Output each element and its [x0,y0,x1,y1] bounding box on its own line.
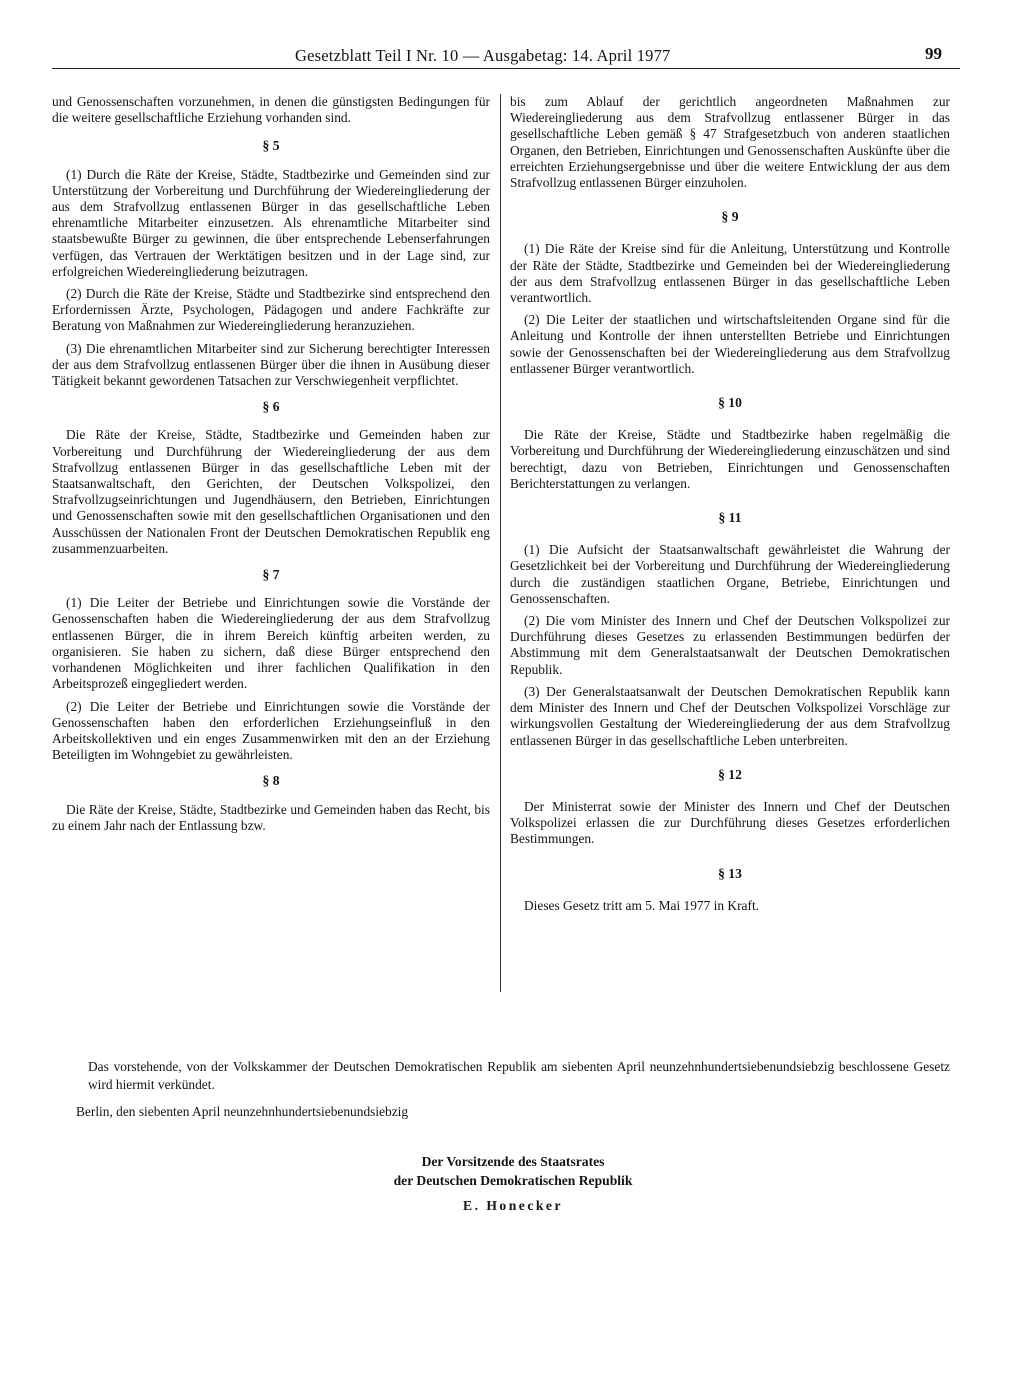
section-heading-9: § 9 [721,209,739,225]
section-heading-11: § 11 [718,510,742,526]
paragraph: (2) Die Leiter der staatlichen und wirtschaftsleitenden Organe sind für die Anleitung und Kontrolle der ihnen unterstellten Betriebe und Einrichtungen sowie der Genossenschaften bei der Wiedereingliederung aus dem Strafvollzug entlassener Bürger verantwortlich. [510,312,950,376]
paragraph: (2) Durch die Räte der Kreise, Städte und Stadtbezirke sind entsprechend den Erfordernissen Ärzte, Psychologen, Pädagogen und andere Fachkräfte zur Beratung von Maßnahmen zur Wiedereingliederung heranzuziehen. [52,286,490,334]
header-rule [52,68,960,69]
paragraph: (1) Durch die Räte der Kreise, Städte, Stadtbezirke und Gemeinden sind zur Unterstützung der Vorbereitung und Durchführung der Wiedereingliederung der aus dem Strafvollzug entlassenen Bürger in das gesellschaftliche Leben ehrenamtliche Mitarbeiter einzusetzen. Als ehrenamtliche Mitarbeiter sind staatsbewußte Bürger zu gewinnen, die über entsprechende Lebenserfahrungen verfügen, das Vertrauen der Werktätigen besitzen und in der Lage sind, zur erfolgreichen Wiedereingliederung beizutragen. [52,166,490,279]
paragraph: (1) Die Leiter der Betriebe und Einrichtungen sowie die Vorstände der Genossenschaften haben die Wiedereingliederung der aus dem Strafvollzug entlassenen Bürger, die in ihrem Bereich künftig arbeiten werden, zu organisieren. Sie haben zu sichern, daß diese Bürger entsprechend den vorhandenen Möglichkeiten und ihrer fachlichen Qualifikation in den Arbeitsprozeß eingegliedert werden. [52,595,490,692]
paragraph: (1) Die Aufsicht der Staatsanwaltschaft gewährleistet die Wahrung der Gesetzlichkeit bei der Vorbereitung und Durchführung der Wiedereingliederung durch die zuständigen staatlichen Organe, Betriebe, Einrichtungen und Genossenschaften. [510,542,950,606]
section-heading-10: § 10 [718,395,742,411]
section-heading-12: § 12 [718,766,742,782]
promulgation-text: Das vorstehende, von der Volkskammer der Deutschen Demokratischen Republik am siebenten April neunzehnhundertsiebenundsiebzig beschlossene Gesetz wird hiermit verkündet. [88,1059,950,1092]
section-heading-6: § 6 [262,399,280,415]
signature-block [300,1152,726,1215]
page-header [0,46,1024,74]
column-divider [500,94,501,992]
paragraph: (3) Der Generalstaatsanwalt der Deutschen Demokratischen Republik kann dem Minister des Innern und Chef der Deutschen Volkspolizei Vorschläge zur wirkungsvollen Gestaltung der Wiedereingliederung der aus dem Strafvollzug entlassenen Bürger in das gesellschaftliche Leben unterbreiten. [510,683,950,748]
section-heading-7: § 7 [262,567,280,583]
header-title: Gesetzblatt Teil I Nr. 10 — Ausgabetag: 14. April 1977 [295,46,671,65]
paragraph: (1) Die Räte der Kreise sind für die Anleitung, Unterstützung und Kontrolle der Räte der Städte, Stadtbezirke und Gemeinden bei der Wiedereingliederung der aus dem Strafvollzug entlassenen Bürger in das gesellschaftliche Leben verantwortlich. [510,241,950,306]
signatory-name: E. Honecker [463,1198,563,1213]
place-date: Berlin, den siebenten April neunzehnhundertsiebenundsiebzig [76,1104,409,1119]
paragraph: Der Ministerrat sowie der Minister des Innern und Chef der Deutschen Volkspolizei erlassen die zur Durchführung dieses Gesetzes erforderlichen Bestimmungen. [510,798,950,847]
paragraph: (2) Die vom Minister des Innern und Chef der Deutschen Volkspolizei zur Durchführung dieses Gesetzes zu erlassenden Bestimmungen bedürfen der Abstimmung mit dem Generalstaatsanwalt der Deutschen Demokratischen Republik. [510,613,950,677]
paragraph: Dieses Gesetz tritt am 5. Mai 1977 in Kraft. [524,897,760,913]
paragraph: Die Räte der Kreise, Städte und Stadtbezirke haben regelmäßig die Vorbereitung und Durchführung der Wiedereingliederung einzuschätzen und sind berechtigt, dazu von Betrieben, Einrichtungen und Genossenschaften Berichterstattungen zu verlangen. [510,427,950,491]
left-column [52,94,490,840]
page-number: 99 [925,44,942,63]
paragraph: (3) Die ehrenamtlichen Mitarbeiter sind zur Sicherung berechtigter Interessen der aus dem Strafvollzug entlassenen Bürger über die ihnen in Ausübung dieser Tätigkeit bekannt gewordenen Tatsachen zur Verschwiegenheit verpflichtet. [52,340,490,389]
signatory-title-line2: der Deutschen Demokratischen Republik [393,1173,633,1188]
right-column [510,94,950,920]
paragraph: Die Räte der Kreise, Städte, Stadtbezirke und Gemeinden haben das Recht, bis zu einem Jahr nach der Entlassung bzw. [52,801,490,833]
section-heading-8: § 8 [262,773,280,789]
section-heading-13: § 13 [718,865,742,881]
continuation-paragraph: und Genossenschaften vorzunehmen, in denen die günstigsten Bedingungen für die weitere gesellschaftliche Erziehung vorhanden sind. [52,94,490,126]
paragraph: Die Räte der Kreise, Städte, Stadtbezirke und Gemeinden haben zur Vorbereitung und Durchführung der Wiedereingliederung der aus dem Strafvollzug entlassenen Bürger in das gesellschaftliche Leben mit der Staatsanwaltschaft, den Gerichten, der Deutschen Volkspolizei, den Strafvollzugseinrichtungen und Jugendhäusern, den Betrieben, Einrichtungen und Genossenschaften sowie mit den gesellschaftlichen Organisationen und den Ausschüssen der Nationalen Front der Deutschen Demokratischen Republik eng zusammenzuarbeiten. [52,427,490,556]
paragraph: (2) Die Leiter der Betriebe und Einrichtungen sowie die Vorstände der Genossenschaften haben den erforderlichen Erziehungseinfluß in den Arbeitskollektiven und ein enges Zusammenwirken mit den an der Erziehung Beteiligten im Wohngebiet zu gewährleisten. [52,698,490,763]
signatory-title-line1: Der Vorsitzende des Staatsrates [421,1154,605,1169]
section-heading-5: § 5 [262,138,280,154]
continuation-paragraph: bis zum Ablauf der gerichtlich angeordneten Maßnahmen zur Wiedereingliederung aus dem Strafvollzug entlassener Bürger in das gesellschaftliche Leben gemäß § 47 Strafgesetzbuch von anderen staatlichen Organen, den Betrieben, Einrichtungen und Genossenschaften Auskünfte über die erreichten Erziehungsergebnisse und über die weitere Entwicklung der aus dem Strafvollzug entlassenen Bürger einzuholen. [510,94,950,191]
